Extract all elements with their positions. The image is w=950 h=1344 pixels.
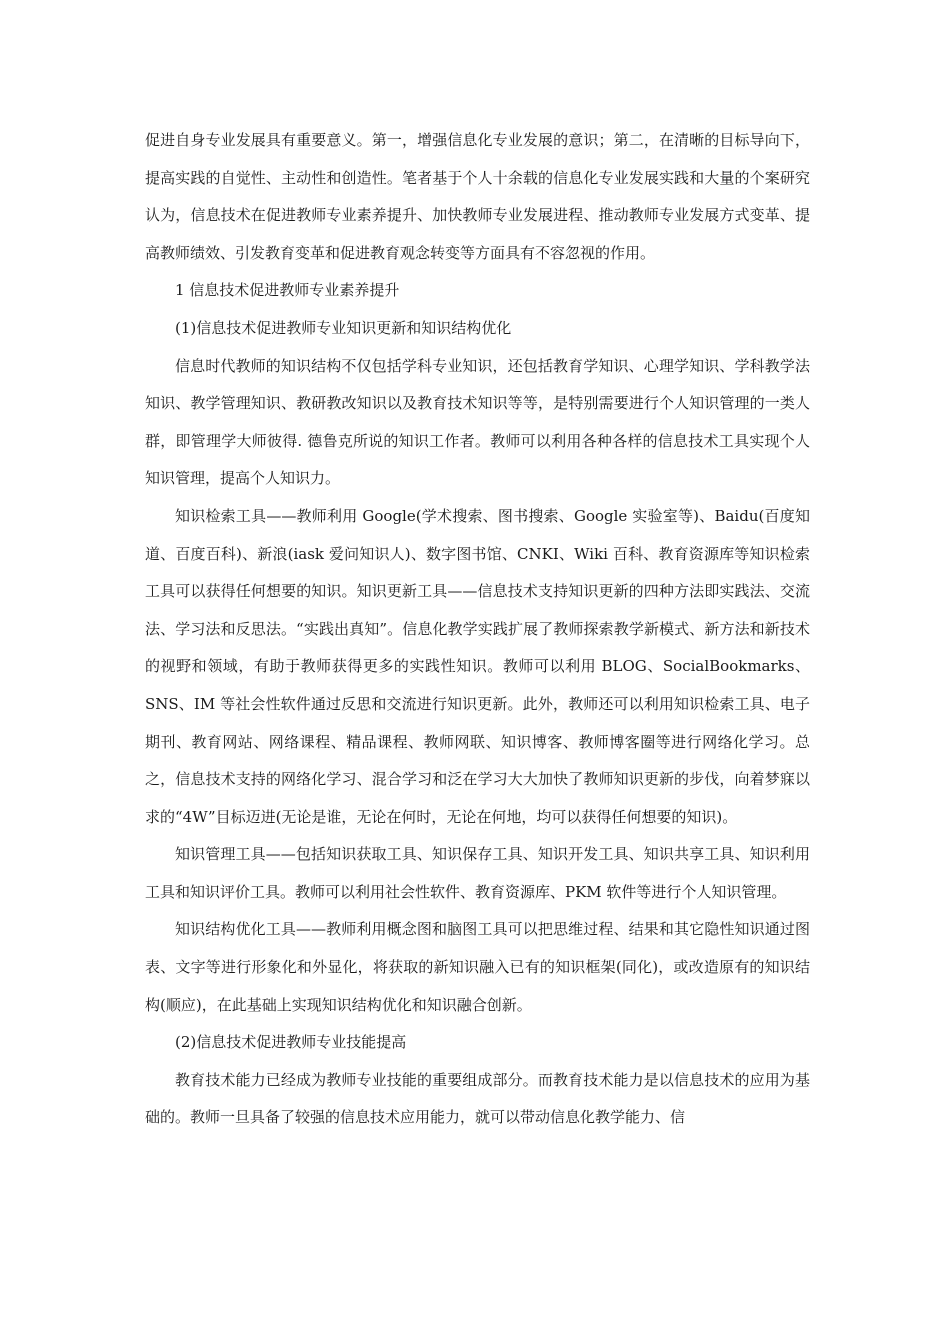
section-heading-1: 1 信息技术促进教师专业素养提升 <box>175 281 400 300</box>
subsection-heading-1-1: (1)信息技术促进教师专业知识更新和知识结构优化 <box>175 318 512 337</box>
skills-paragraph: 教育技术能力已经成为教师专业技能的重要组成部分。而教育技术能力是以信息技术的应用为基础的。教师一旦具备了较强的信息技术应用能力，就可以带动信息化教学能力、信 <box>145 1070 810 1127</box>
subsection-heading-1-2: (2)信息技术促进教师专业技能提高 <box>175 1033 407 1052</box>
document-page <box>145 122 810 1137</box>
structure-tools-paragraph: 知识结构优化工具——教师利用概念图和脑图工具可以把思维过程、结果和其它隐性知识通过图表、文字等进行形象化和外显化，将获取的新知识融入已有的知识框架(同化)，或改造原有的知识结构(顺应)，在此基础上实现知识结构优化和知识融合创新。 <box>145 920 810 1014</box>
management-tools-paragraph: 知识管理工具——包括知识获取工具、知识保存工具、知识开发工具、知识共享工具、知识利用工具和知识评价工具。教师可以利用社会性软件、教育资源库、PKM 软件等进行个人知识管理。 <box>145 845 810 901</box>
intro-paragraph: 促进自身专业发展具有重要意义。第一，增强信息化专业发展的意识；第二，在清晰的目标导向下，提高实践的自觉性、主动性和创造性。笔者基于个人十余载的信息化专业发展实践和大量的个案研究认为，信息技术在促进教师专业素养提升、加快教师专业发展进程、推动教师专业发展方式变革、提高教师绩效、引发教育变革和促进教育观念转变等方面具有不容忽视的作用。 <box>145 131 810 262</box>
knowledge-structure-paragraph: 信息时代教师的知识结构不仅包括学科专业知识，还包括教育学知识、心理学知识、学科教学法知识、教学管理知识、教研教改知识以及教育技术知识等等，是特别需要进行个人知识管理的一类人群，即管理学大师彼得. 德鲁克所说的知识工作者。教师可以利用各种各样的信息技术工具实现个人知识管理，提高个人知识力。 <box>145 356 810 488</box>
retrieval-tools-paragraph: 知识检索工具——教师利用 Google(学术搜索、图书搜索、Google 实验室等)、Baidu(百度知道、百度百科)、新浪(iask 爱问知识人)、数字图书馆、CNKI、Wiki 百科、教育资源库等知识检索工具可以获得任何想要的知识。知识更新工具——信息技术支持知识更新的四种方法即实践法、交流法、学习法和反思法。“实践出真知”。信息化教学实践扩展了教师探索教学新模式、新方法和新技术的视野和领域，有助于教师获得更多的实践性知识。教师可以利用 BLOG、SocialBookmarks、SNS、IM 等社会性软件通过反思和交流进行知识更新。此外，教师还可以利用知识检索工具、电子期刊、教育网站、网络课程、精品课程、教师网联、知识博客、教师博客圈等进行网络化学习。总之，信息技术支持的网络化学习、混合学习和泛在学习大大加快了教师知识更新的步伐，向着梦寐以求的“4W”目标迈进(无论是谁，无论在何时，无论在何地，均可以获得任何想要的知识)。 <box>145 506 810 826</box>
